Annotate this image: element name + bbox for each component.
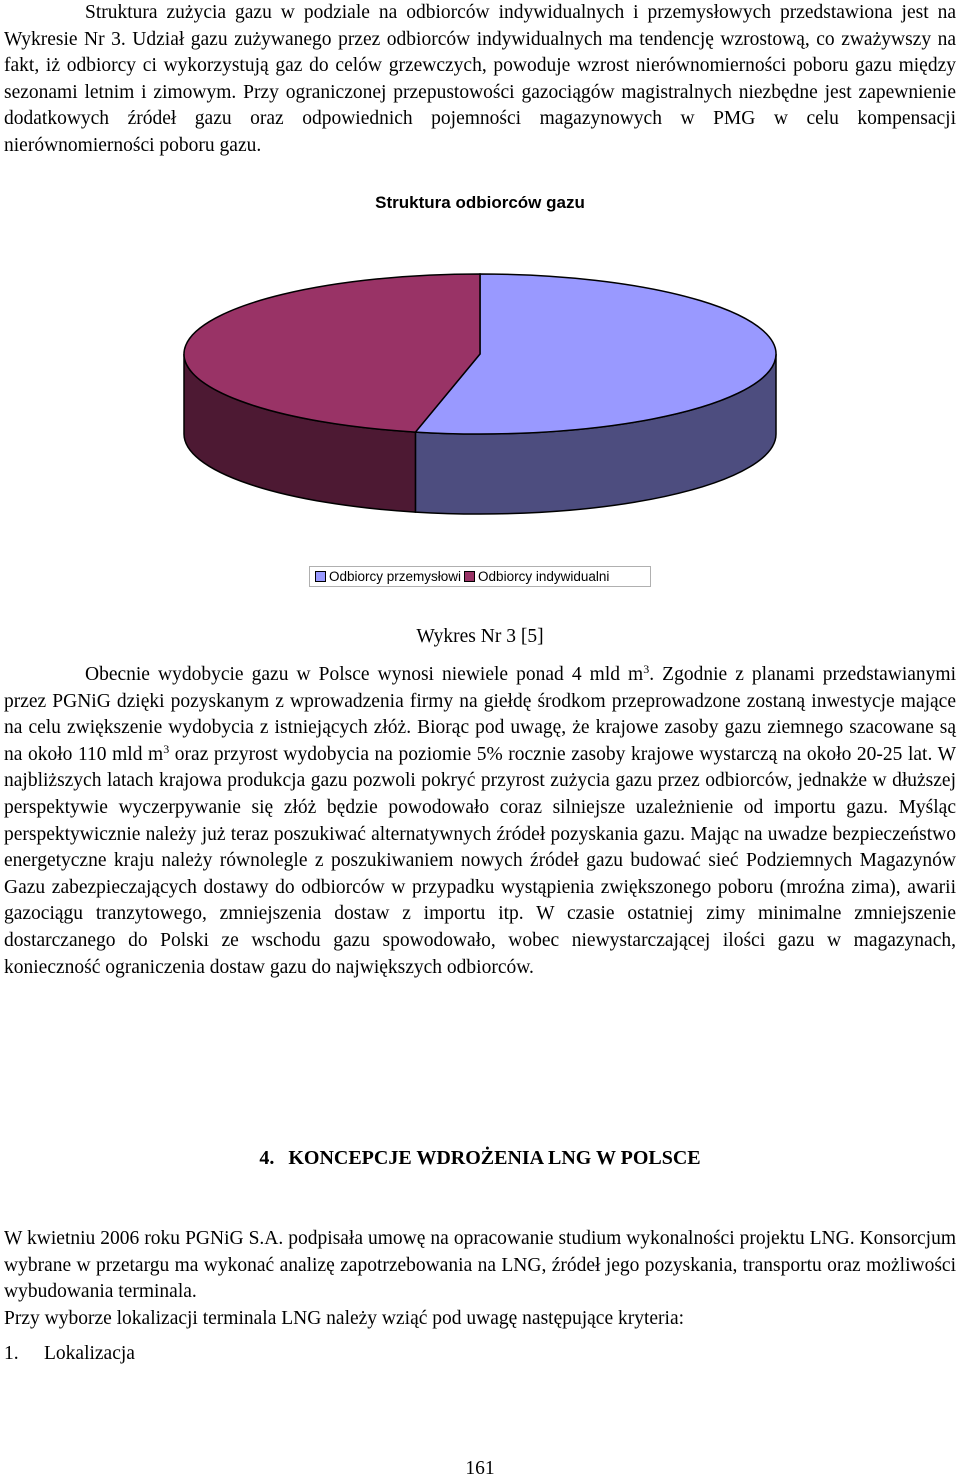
page-number: 161 [465, 1458, 495, 1479]
list-item-label: Lokalizacja [44, 1343, 135, 1364]
legend-swatch-industrial [315, 571, 326, 582]
paragraph-gas-consumption: Struktura zużycia gazu w podziale na odbiorców indywidualnych i przemysłowych przedstawiona jest na Wykresie Nr 3. Udział gazu zużywanego przez odbiorców indywidualnych ma tendencję wzrostową, co zważywszy na fakt, iż odbiorcy ci wykorzystują gaz do celów grzewczych, powoduje wzrost nierównomierności poboru gazu między sezonami letnim i zimowym. Przy ograniczonej przepustowości gazociągów magistralnych niezbędne jest zapewnienie dodatkowych źródeł gazu oraz odpowiednich pojemności magazynowych w PMG w celu kompensacji nierównomierności poboru gazu. [4, 2, 956, 156]
superscript: 3 [163, 741, 170, 756]
superscript: 3 [643, 662, 650, 676]
legend-item-industrial [315, 567, 461, 586]
section-number: 4. [259, 1147, 275, 1169]
legend-label-industrial: Odbiorcy przemysłowi [329, 569, 462, 584]
legend-item-individual [464, 567, 609, 586]
section-heading [0, 1145, 960, 1171]
paragraph-criteria: Przy wyborze lokalizacji terminala LNG należy wziąć pod uwagę następujące kryteria: [4, 1308, 685, 1329]
chart-legend [309, 566, 651, 587]
paragraph-lng-study: W kwietniu 2006 roku PGNiG S.A. podpisała umowę na opracowanie studium wykonalności projektu LNG. Konsorcjum wybrane w przetargu ma wykonać analizę zapotrzebowania na LNG, źródeł jego pozyskania, transportu oraz możliwości wybudowania terminala. [4, 1228, 956, 1303]
pie-chart [0, 230, 960, 530]
list-item [4, 1341, 135, 1367]
paragraph-text: Obecnie wydobycie gazu w Polsce wynosi niewiele ponad 4 mld m [85, 664, 644, 685]
section-title: KONCEPCJE WDROŻENIA LNG W POLSCE [288, 1147, 701, 1169]
list-item-number: 1. [4, 1343, 19, 1364]
legend-label-individual: Odbiorcy indywidualni [478, 569, 610, 584]
paragraph-text: . Zgodnie z planami przedstawianymi przez PGNiG dzięki pozyskanym z wprowadzenia firmy na giełdę środkom przeprowadzone zostaną inwestycje mające na celu zwiększenie wydobycia z istniejących złóż. Biorąc pod uwagę, że krajowe zasoby gazu ziemnego szacowane są na około 110 mld m [4, 664, 956, 765]
legend-swatch-individual [464, 571, 475, 582]
paragraph-gas-production [4, 662, 956, 981]
paragraph-text: oraz przyrost wydobycia na poziomie 5% rocznie zasoby krajowe wystarczą na około 20-25 lat. W najbliższych latach krajowa produkcja gazu pozwoli pokryć przyrost zużycia gazu przez odbiorców, jednakże w dłuższej perspektywie wyczerpywanie się złóż będzie powodowało coraz silniejsze uzależnienie od importu gazu. Myśląc perspektywicznie należy już teraz poszukiwać alternatywnych źródeł pozyskania gazu. Mając na uwadze bezpieczeństwo energetyczne kraju należy równolegle z poszukiwaniem nowych źródeł gazu budować sieć Podziemnych Magazynów Gazu zabezpieczających dostawy do odbiorców w przypadku wystąpienia zwiększonego poboru (mroźna zima), awarii gazociągu tranzytowego, zmniejszenia dostaw z importu itp. W czasie ostatniej zimy minimalne zmniejszenie dostarczanego do Polski ze wschodu gazu spowodowało, wobec niewystarczającej ilości gazu w magazynach, konieczność ograniczenia dostaw gazu do największych odbiorców. [4, 743, 956, 978]
chart-title: Struktura odbiorców gazu [375, 193, 585, 212]
chart-caption: Wykres Nr 3 [5] [416, 626, 544, 647]
